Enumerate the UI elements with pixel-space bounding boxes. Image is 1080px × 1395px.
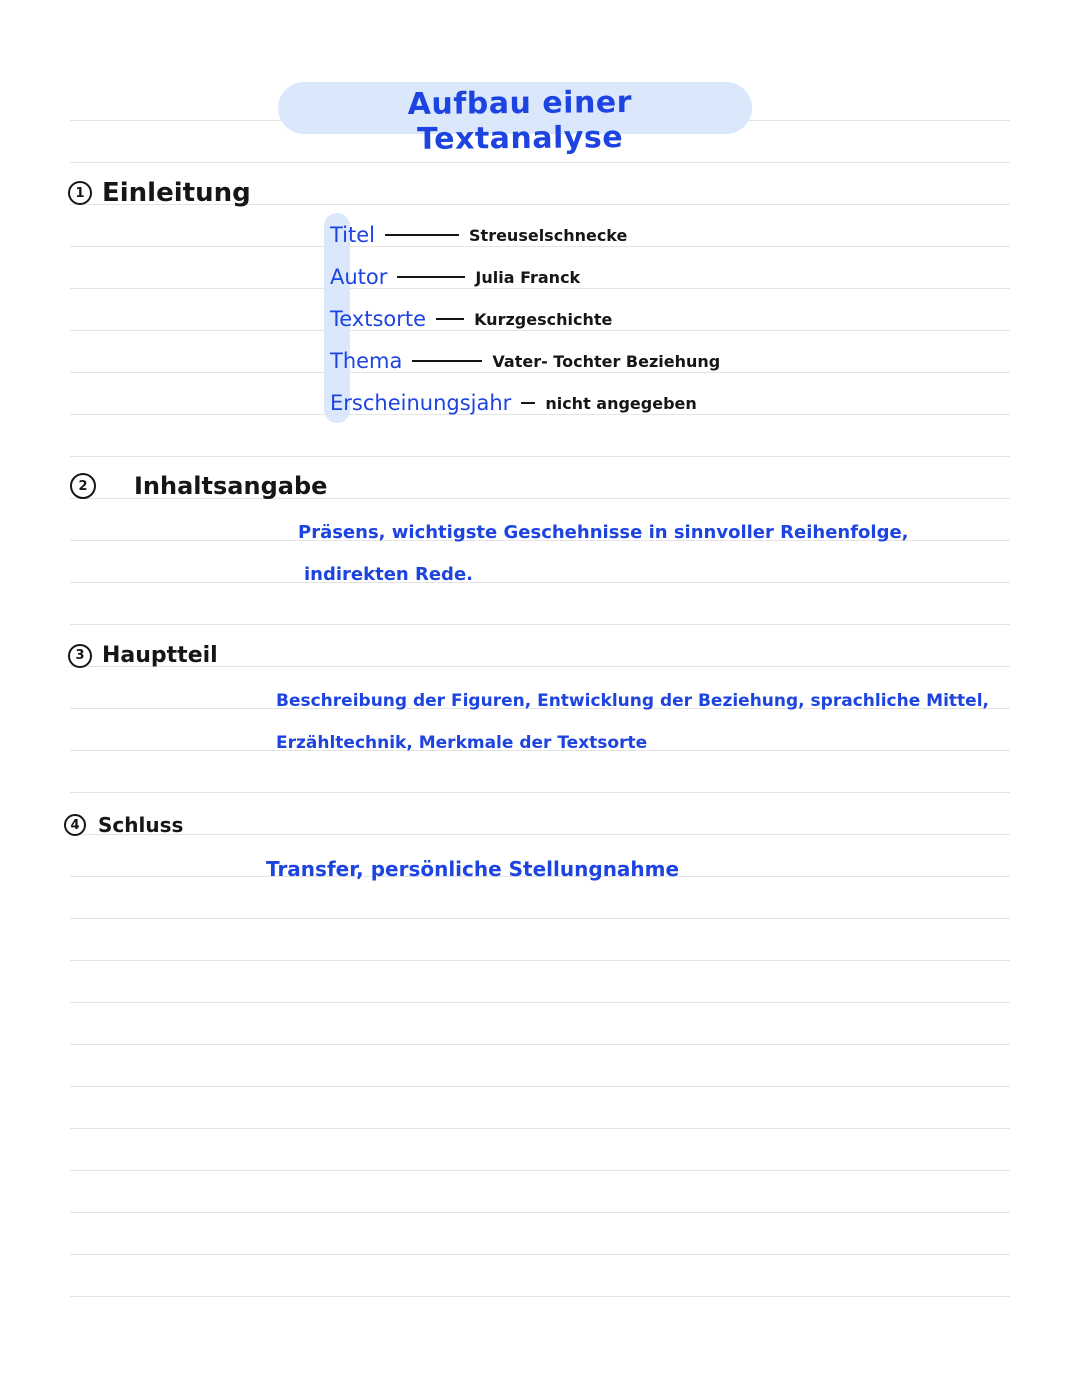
field-label: Thema	[330, 349, 403, 373]
connector-line	[521, 402, 535, 404]
rule-line	[70, 792, 1010, 793]
section-heading-inhaltsangabe	[70, 472, 327, 500]
field-value: nicht angegeben	[545, 393, 697, 413]
section-title: Einleitung	[102, 178, 251, 208]
rule-line	[70, 624, 1010, 625]
section-number: 3	[68, 644, 92, 668]
section-number: 4	[64, 814, 86, 836]
text-line: Präsens, wichtigste Geschehnisse in sinnvoller Reihenfolge,	[298, 522, 909, 543]
field-value: Vater- Tochter Beziehung	[492, 351, 721, 371]
field-label: Textsorte	[330, 307, 427, 331]
connector-line	[436, 318, 464, 320]
rule-line	[70, 1086, 1010, 1087]
intro-field-row	[330, 344, 720, 378]
section-title: Schluss	[98, 813, 184, 837]
section-title: Hauptteil	[102, 643, 218, 668]
field-label: Titel	[330, 223, 376, 247]
rule-line	[70, 1170, 1010, 1171]
rule-line	[70, 162, 1010, 163]
schluss-text: Transfer, persönliche Stellungnahme	[266, 857, 680, 881]
rule-line	[70, 1254, 1010, 1255]
field-label: Autor	[330, 265, 388, 289]
rule-line	[70, 1128, 1010, 1129]
section-number: 2	[70, 473, 96, 499]
hauptteil-text	[276, 680, 989, 764]
field-value: Streuselschnecke	[469, 225, 628, 245]
connector-line	[412, 360, 482, 362]
rule-line	[70, 960, 1010, 961]
connector-line	[385, 234, 459, 236]
rule-line	[70, 918, 1010, 919]
section-heading-schluss	[64, 813, 183, 837]
section-number: 1	[68, 181, 92, 205]
rule-line	[70, 456, 1010, 457]
rule-line	[70, 834, 1010, 835]
field-label: Erscheinungsjahr	[330, 391, 512, 415]
page-title: Aufbau einer Textanalyse	[407, 85, 633, 157]
rule-line	[70, 1002, 1010, 1003]
field-value: Kurzgeschichte	[474, 309, 613, 329]
section-title: Inhaltsangabe	[134, 472, 328, 500]
intro-field-row	[330, 218, 627, 252]
section-heading-einleitung	[68, 178, 251, 208]
text-line: indirekten Rede.	[304, 564, 473, 585]
connector-line	[397, 276, 465, 278]
field-value: Julia Franck	[475, 267, 581, 287]
intro-field-row	[330, 386, 697, 420]
intro-field-row	[330, 260, 580, 294]
text-line: Erzähltechnik, Merkmale der Textsorte	[276, 733, 648, 753]
text-line: Beschreibung der Figuren, Entwicklung der Beziehung, sprachliche Mittel,	[276, 691, 989, 711]
rule-line	[70, 1044, 1010, 1045]
intro-field-row	[330, 302, 612, 336]
inhaltsangabe-text	[298, 512, 909, 596]
rule-line	[70, 1296, 1010, 1297]
section-heading-hauptteil	[68, 643, 218, 668]
rule-line	[70, 1212, 1010, 1213]
